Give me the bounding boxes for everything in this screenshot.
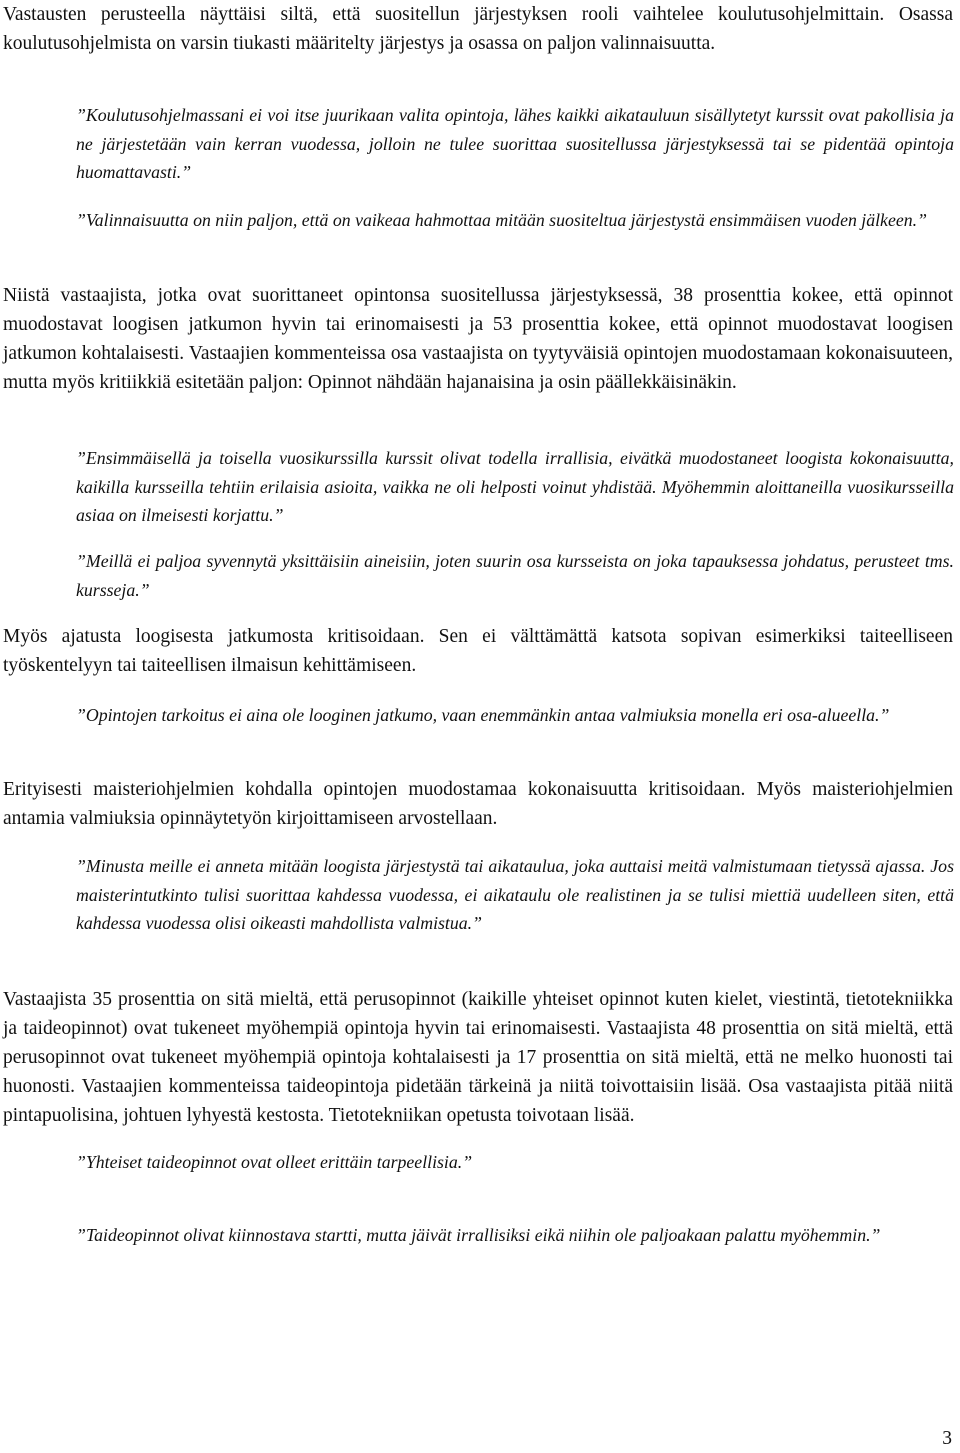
paragraph-criticism: Myös ajatusta loogisesta jatkumosta kritisoidaan. Sen ei välttämättä katsota sopivan esimerkiksi taiteelliseen työskentelyyn tai taiteellisen ilmaisun kehittämiseen. xyxy=(3,626,953,676)
quote-art-studies-start: ”Taideopinnot olivat kiinnostava startti, mutta jäivät irrallisiksi eikä niihin ole paljoakaan palattu myöhemmin.” xyxy=(76,1225,881,1245)
paragraph-basic-studies: Vastaajista 35 prosenttia on sitä mieltä, että perusopinnot (kaikille yhteiset opinnot kuten kielet, viestintä, tietotekniikka ja taideopinnot) ovat tukeneet myöhempiä opintoja hyvin tai erinomaisesti. Vastaajista 48 prosenttia on sitä mieltä, että perusopinnot ovat tukeneet myöhempiä opintoja kohtalaisesti ja 17 prosenttia on sitä mieltä, että ne melko huonosti tai huonosti. Vastaajien kommenteissa taideopintoja pidetään tärkeinä ja niitä toivottaisiin lisää. Osa vastaajista pitää niitä pintapuolisina, johtuen lyhyestä kestosta. Tietotekniikan opetusta toivotaan lisää. xyxy=(3,989,953,1126)
quote-compulsory-courses: ”Koulutusohjelmassani ei voi itse juurikaan valita opintoja, lähes kaikki aikatauluun sisällytetyt kurssit ovat pakollisia ja ne järjestetään vain kerran vuodessa, jolloin ne tulee suorittaa suositellussa järjestyksessä tai se pidentää opintoja huomattavasti.” xyxy=(76,105,954,182)
paragraph-logical-continuum: Niistä vastaajista, jotka ovat suorittaneet opintonsa suositellussa järjestyksessä, 38 prosenttia kokee, että opinnot muodostavat loogisen jatkumon hyvin tai erinomaisesti ja 53 prosenttia kokee, että opinnot muodostavat loogisen jatkumon kohtalaisesti. Vastaajien kommenteissa osa vastaajista on tyytyväisiä opintojen muodostamaan kokonaisuuteen, mutta myös kritiikkiä esitetään paljon: Opinnot nähdään hajanaisina ja osin päällekkäisinäkin. xyxy=(3,285,953,393)
quote-first-years: ”Ensimmäisellä ja toisella vuosikurssilla kurssit olivat todella irrallisia, eivätkä muodostaneet loogista kokonaisuutta, kaikilla kursseilla tehtiin erilaisia asioita, vaikka ne oli helposti voinut yhdistää. Myöhemmin aloittaneilla vuosikursseilla asiaa on ilmeisesti korjattu.” xyxy=(76,448,954,525)
page-number: 3 xyxy=(942,1428,952,1449)
quote-readiness: ”Opintojen tarkoitus ei aina ole looginen jatkumo, vaan enemmänkin antaa valmiuksia monella eri osa-alueella.” xyxy=(76,705,890,725)
quote-schedule: ”Minusta meille ei anneta mitään loogista järjestystä tai aikataulua, joka auttaisi meitä valmistumaan tietyssä ajassa. Jos maisterintutkinto tulisi suorittaa kahdessa vuodessa, ei aikataulu ole realistinen ja se tulisi miettiä uudelleen siten, että kahdessa vuodessa olisi oikeasti mahdollista valmistua.” xyxy=(76,856,954,933)
paragraph-intro: Vastausten perusteella näyttäisi siltä, että suositellun järjestyksen rooli vaihtelee koulutusohjelmittain. Osassa koulutusohjelmista on varsin tiukasti määritelty järjestys ja osassa on paljon valinnaisuutta. xyxy=(3,4,953,54)
quote-electives: ”Valinnaisuutta on niin paljon, että on vaikeaa hahmottaa mitään suositeltua järjestystä ensimmäisen vuoden jälkeen.” xyxy=(76,210,927,230)
quote-introductory-courses: ”Meillä ei paljoa syvennytä yksittäisiin aineisiin, joten suurin osa kursseista on joka tapauksessa johdatus, perusteet tms. kursseja.” xyxy=(76,551,954,600)
quote-art-studies-necessary: ”Yhteiset taideopinnot ovat olleet erittäin tarpeellisia.” xyxy=(76,1152,473,1172)
paragraph-masters-programmes: Erityisesti maisteriohjelmien kohdalla opintojen muodostamaa kokonaisuutta kritisoidaan. Myös maisteriohjelmien antamia valmiuksia opinnäytetyön kirjoittamiseen arvostellaan. xyxy=(3,779,953,829)
